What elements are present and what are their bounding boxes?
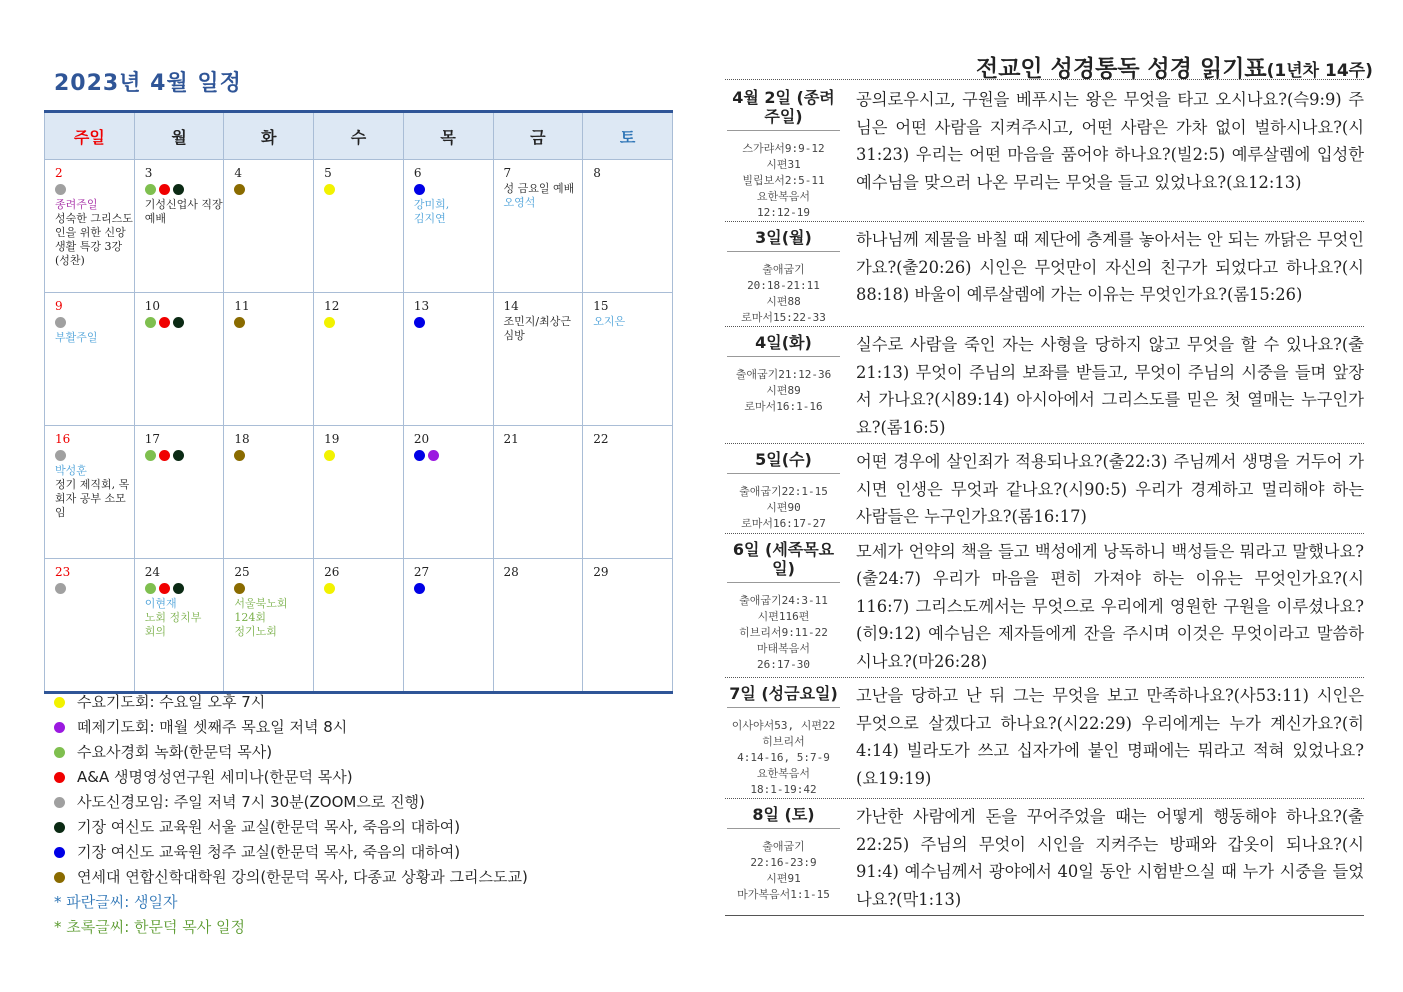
reading-day: 8일 (토) <box>727 805 840 829</box>
blue-event-dot <box>414 317 425 328</box>
calendar-day-cell <box>583 426 673 559</box>
day-note: 김지연 <box>413 212 446 225</box>
event-dots <box>55 315 134 331</box>
day-note: 성 금요일 예배 <box>503 182 575 195</box>
legend <box>54 690 528 940</box>
green-event-dot <box>145 583 156 594</box>
brown-event-dot <box>234 583 245 594</box>
event-dots <box>234 315 313 331</box>
gray-event-dot <box>55 450 66 461</box>
legend-text: 연세대 연합신학대학원 강의(한문덕 목사, 다종교 상황과 그리스도교) <box>77 868 528 886</box>
calendar-day-cell <box>45 293 135 426</box>
reading-row <box>725 327 1364 444</box>
reading-refs <box>725 718 842 798</box>
purple-event-dot <box>428 450 439 461</box>
black-event-dot <box>173 317 184 328</box>
blue-legend-dot <box>54 847 65 858</box>
legend-note-green: * 초록글씨: 한문덕 목사 일정 <box>54 918 246 936</box>
event-dots <box>324 315 403 331</box>
scripture-ref: 4:14-16, 5:7-9 <box>737 751 830 764</box>
day-number: 3 <box>144 166 153 180</box>
day-note: 오영석 <box>503 196 536 209</box>
day-note: 정기노회 <box>234 625 277 638</box>
day-number: 14 <box>503 299 519 313</box>
legend-item <box>54 840 528 865</box>
event-dots <box>145 448 224 464</box>
reading-day: 5일(수) <box>727 450 840 474</box>
day-number: 4 <box>234 166 243 180</box>
day-number: 6 <box>413 166 422 180</box>
reading-top-divider <box>725 79 1364 80</box>
reading-date-cell <box>725 222 842 326</box>
day-note: 노회 정치부 <box>144 611 202 624</box>
scripture-ref: 요한복음서 <box>756 190 811 203</box>
scripture-ref: 히브리서 <box>762 735 805 748</box>
day-note: 정기 제직회, 목회자 공부 소모임 <box>55 478 130 519</box>
reading-date-cell <box>725 327 842 443</box>
day-number: 19 <box>324 432 340 446</box>
calendar-day-cell <box>493 160 583 293</box>
reading-day: 7일 (성금요일) <box>727 684 840 708</box>
weekday-fri: 금 <box>493 112 583 160</box>
yellow-event-dot <box>324 450 335 461</box>
green-event-dot <box>145 450 156 461</box>
reading-row <box>725 799 1364 916</box>
scripture-ref: 로마서16:17-27 <box>741 517 826 530</box>
brown-event-dot <box>234 450 245 461</box>
green-event-dot <box>145 317 156 328</box>
black-event-dot <box>173 184 184 195</box>
day-number: 2 <box>55 166 63 180</box>
day-number: 12 <box>324 299 340 313</box>
reading-refs <box>725 484 842 532</box>
calendar-week <box>45 160 673 293</box>
scripture-ref: 시편91 <box>766 872 801 885</box>
weekday-sat: 토 <box>583 112 673 160</box>
legend-text: 떼제기도회: 매월 셋째주 목요일 저녁 8시 <box>77 718 348 736</box>
weekday-thu: 목 <box>403 112 493 160</box>
legend-item <box>54 790 528 815</box>
calendar-day-cell <box>134 426 224 559</box>
calendar-day-cell <box>224 293 314 426</box>
reading-refs <box>725 593 842 673</box>
weekday-tue: 화 <box>224 112 314 160</box>
reading-row <box>725 534 1364 679</box>
brown-legend-dot <box>54 872 65 883</box>
reading-date-cell <box>725 82 842 221</box>
legend-text: 수요기도회: 수요일 오후 7시 <box>77 693 266 711</box>
event-dots <box>145 182 224 198</box>
scripture-ref: 시편31 <box>766 158 801 171</box>
reading-date-cell <box>725 799 842 915</box>
event-dots <box>414 182 493 198</box>
day-number: 24 <box>144 565 160 579</box>
event-dots <box>234 448 313 464</box>
brown-event-dot <box>234 317 245 328</box>
reading-day: 4월 2일 (종려주일) <box>727 88 840 131</box>
reading-date-cell <box>725 678 842 798</box>
reading-title-text: 전교인 성경통독 성경 읽기표 <box>976 56 1267 82</box>
event-dots <box>55 581 134 597</box>
day-note: 회의 <box>144 625 166 638</box>
calendar-day-cell <box>583 293 673 426</box>
day-note: 이현재 <box>144 597 177 610</box>
calendar-week <box>45 293 673 426</box>
event-dots <box>145 315 224 331</box>
scripture-ref: 18:1-19:42 <box>750 783 817 796</box>
day-number: 9 <box>55 299 63 313</box>
calendar-day-cell <box>134 293 224 426</box>
event-dots <box>324 182 403 198</box>
calendar-day-cell <box>314 160 404 293</box>
gray-event-dot <box>55 583 66 594</box>
day-number: 5 <box>324 166 332 180</box>
weekday-sun: 주일 <box>45 112 135 160</box>
calendar-day-cell <box>583 160 673 293</box>
scripture-ref: 마가복음서1:1-15 <box>737 888 830 901</box>
legend-text: A&A 생명영성연구원 세미나(한문덕 목사) <box>77 768 353 786</box>
calendar-title: 2023년 4월 일정 <box>54 71 242 96</box>
calendar-day-cell <box>45 559 135 693</box>
reading-questions: 하나님께 제물을 바칠 때 제단에 층계를 놓아서는 안 되는 까닭은 무엇인가요?(출20:26) 시인은 무엇만이 자신의 친구가 되었다고 하나요?(시88:18) 바울이 예루살렘에 가는 이유는 무엇인가요?(롬15:26) <box>856 230 1364 304</box>
reading-refs <box>725 367 842 415</box>
calendar-day-cell <box>493 426 583 559</box>
black-legend-dot <box>54 822 65 833</box>
yellow-event-dot <box>324 184 335 195</box>
red-event-dot <box>159 317 170 328</box>
day-number: 15 <box>593 299 609 313</box>
scripture-ref: 마태복음서 <box>756 641 811 655</box>
calendar-day-cell <box>314 559 404 693</box>
day-number: 29 <box>593 565 609 579</box>
scripture-ref: 시편88 <box>766 295 801 308</box>
scripture-ref: 22:16-23:9 <box>750 856 817 869</box>
blue-event-dot <box>414 450 425 461</box>
calendar-day-cell <box>134 559 224 693</box>
calendar-day-cell <box>403 293 493 426</box>
scripture-ref: 빌립보서2:5-11 <box>742 174 825 187</box>
day-number: 25 <box>234 565 250 579</box>
day-number: 18 <box>234 432 250 446</box>
event-dots <box>234 182 313 198</box>
legend-item <box>54 765 528 790</box>
event-dots <box>324 448 403 464</box>
gray-event-dot <box>55 317 66 328</box>
calendar-day-cell <box>45 426 135 559</box>
calendar-day-cell <box>314 293 404 426</box>
day-number: 16 <box>55 432 71 446</box>
event-dots <box>145 581 224 597</box>
scripture-ref: 시편90 <box>766 501 801 514</box>
calendar-day-cell <box>403 160 493 293</box>
event-dots <box>55 448 134 464</box>
reading-questions: 실수로 사람을 죽인 자는 사형을 당하지 않고 무엇을 할 수 있나요?(출21:13) 무엇이 주님의 보좌를 받들고, 무엇이 주님의 시중을 들며 앞장서 가나요?(시89:14) 아시아에서 그리스도를 믿은 첫 열매는 누구인가요?(롬16:5) <box>856 335 1364 437</box>
day-number: 20 <box>413 432 430 446</box>
calendar-week <box>45 559 673 693</box>
green-event-dot <box>145 184 156 195</box>
calendar-day-cell <box>493 293 583 426</box>
reading-table <box>725 82 1364 916</box>
reading-date-cell <box>725 444 842 533</box>
weekday-mon: 월 <box>134 112 224 160</box>
reading-questions: 고난을 당하고 난 뒤 그는 무엇을 보고 만족하나요?(사53:11) 시인은 무엇으로 살겠다고 하나요?(시22:29) 우리에게는 누가 계신가요?(히4:14) 빌라도가 쓰고 십자가에 붙인 명패에는 뭐라고 적혀 있었나요?(요19:19) <box>856 686 1364 788</box>
day-note: 조민지/최상근 심방 <box>503 315 571 342</box>
red-event-dot <box>159 583 170 594</box>
reading-row <box>725 444 1364 534</box>
day-number: 17 <box>144 432 160 446</box>
blue-event-dot <box>414 583 425 594</box>
scripture-ref: 출애굽기24:3-11 <box>739 593 828 607</box>
day-number: 23 <box>55 565 71 579</box>
legend-note-blue: * 파란글씨: 생일자 <box>54 893 178 911</box>
calendar-day-cell <box>224 559 314 693</box>
reading-day: 6일 (세족목요일) <box>727 540 840 583</box>
day-number: 28 <box>503 565 519 579</box>
legend-item <box>54 815 528 840</box>
event-dots <box>414 315 493 331</box>
green-legend-dot <box>54 747 65 758</box>
legend-text: 사도신경모임: 주일 저녁 7시 30분(ZOOM으로 진행) <box>77 793 425 811</box>
scripture-ref: 스가랴서9:9-12 <box>742 142 825 155</box>
yellow-legend-dot <box>54 697 65 708</box>
day-note: 오지은 <box>593 315 626 328</box>
legend-text: 기장 여신도 교육원 서울 교실(한문덕 목사, 죽음의 대하여) <box>77 818 461 836</box>
scripture-ref: 26:17-30 <box>757 657 810 671</box>
legend-item <box>54 690 528 715</box>
calendar-day-cell <box>403 426 493 559</box>
yellow-event-dot <box>324 583 335 594</box>
day-number: 10 <box>144 299 160 313</box>
reading-date-cell <box>725 534 842 678</box>
calendar-day-cell <box>224 160 314 293</box>
scripture-ref: 출애굽기22:1-15 <box>739 485 828 498</box>
gray-legend-dot <box>54 797 65 808</box>
calendar-day-cell <box>314 426 404 559</box>
day-number: 11 <box>234 299 250 313</box>
event-dots <box>414 581 493 597</box>
day-note: 강미희, <box>413 198 450 211</box>
yellow-event-dot <box>324 317 335 328</box>
brown-event-dot <box>234 184 245 195</box>
weekday-wed: 수 <box>314 112 404 160</box>
calendar-day-cell <box>224 426 314 559</box>
reading-row <box>725 222 1364 327</box>
blue-event-dot <box>414 184 425 195</box>
calendar-day-cell <box>493 559 583 693</box>
day-number: 21 <box>503 432 519 446</box>
scripture-ref: 시편89 <box>766 384 801 397</box>
scripture-ref: 시편116편 <box>757 609 810 623</box>
reading-refs <box>725 839 842 903</box>
reading-row <box>725 678 1364 799</box>
legend-text: 기장 여신도 교육원 청주 교실(한문덕 목사, 죽음의 대하여) <box>77 843 461 861</box>
calendar-week <box>45 426 673 559</box>
reading-questions: 가난한 사람에게 돈을 꾸어주었을 때는 어떻게 행동해야 하나요?(출22:25) 주님의 무엇이 시인을 지켜주는 방패와 갑옷이 되나요?(시91:4) 예수님께서 광야에서 40일 동안 시험받으실 때 누가 시중을 들었나요?(막1:13) <box>856 807 1364 909</box>
scripture-ref: 이사야서53, 시편22 <box>731 719 836 732</box>
day-number: 7 <box>503 166 512 180</box>
day-number: 13 <box>413 299 430 313</box>
reading-questions: 공의로우시고, 구원을 베푸시는 왕은 무엇을 타고 오시나요?(슥9:9) 주님은 어떤 사람을 지켜주시고, 어떤 사람은 가차 없이 벌하시나요?(시31:23) 우리는 어떤 마음을 품어야 하나요?(빌2:5) 예루살렘에 입성한 예수님을 맞으러 나온 무리는 무엇을 들고 있었나요?(요12:13) <box>856 90 1364 192</box>
day-number: 8 <box>593 166 601 180</box>
day-note: 성숙한 그리스도인을 위한 신앙생활 특강 3강(성찬) <box>55 212 133 267</box>
reading-refs <box>725 262 842 326</box>
legend-item <box>54 740 528 765</box>
weekday-header <box>45 112 673 160</box>
calendar-day-cell <box>134 160 224 293</box>
scripture-ref: 히브리서9:11-22 <box>739 625 828 639</box>
reading-day: 3일(월) <box>727 228 840 252</box>
event-dots <box>324 581 403 597</box>
day-note: 종려주일 <box>55 198 98 211</box>
day-note: 124회 <box>234 611 267 624</box>
scripture-ref: 요한복음서 <box>756 767 811 780</box>
event-dots <box>234 581 313 597</box>
scripture-ref: 출애굽기21:12-36 <box>735 368 832 381</box>
calendar-day-cell <box>403 559 493 693</box>
day-number: 26 <box>324 565 340 579</box>
reading-subtitle: (1년차 14주) <box>1266 61 1373 81</box>
scripture-ref: 12:12-19 <box>757 206 810 219</box>
red-event-dot <box>159 450 170 461</box>
purple-legend-dot <box>54 722 65 733</box>
legend-item <box>54 865 528 890</box>
red-legend-dot <box>54 772 65 783</box>
scripture-ref: 20:18-21:11 <box>747 279 820 292</box>
legend-text: 수요사경회 녹화(한문덕 목사) <box>77 743 273 761</box>
reading-row <box>725 82 1364 222</box>
event-dots <box>414 448 493 464</box>
gray-event-dot <box>55 184 66 195</box>
day-note: 서울북노회 <box>234 597 288 610</box>
day-number: 27 <box>413 565 430 579</box>
black-event-dot <box>173 450 184 461</box>
reading-refs <box>725 141 842 221</box>
reading-questions: 어떤 경우에 살인죄가 적용되나요?(출22:3) 주님께서 생명을 거두어 가시면 인생은 무엇과 같나요?(시90:5) 우리가 경계하고 멀리해야 하는 사람들은 누구인가요?(롬16:17) <box>856 452 1364 526</box>
event-dots <box>55 182 134 198</box>
reading-day: 4일(화) <box>727 333 840 357</box>
legend-item <box>54 715 528 740</box>
red-event-dot <box>159 184 170 195</box>
scripture-ref: 로마서16:1-16 <box>744 400 823 413</box>
scripture-ref: 출애굽기 <box>762 263 805 276</box>
reading-questions: 모세가 언약의 책을 들고 백성에게 낭독하니 백성들은 뭐라고 말했나요?(출24:7) 우리가 마음을 편히 가져야 하는 이유는 무엇인가요?(시116:7) 그리스도께서는 무엇으로 우리에게 영원한 구원을 이루셨나요?(히9:12) 예수님은 제자들에게 잔을 주시며 이것은 무엇이라고 말씀하시나요?(마26:28) <box>856 541 1364 671</box>
scripture-ref: 출애굽기 <box>762 840 805 853</box>
day-number: 22 <box>593 432 609 446</box>
calendar-table <box>44 110 673 694</box>
calendar-day-cell <box>45 160 135 293</box>
black-event-dot <box>173 583 184 594</box>
day-note: 기성신업사 직장예배 <box>144 198 223 225</box>
day-note: 박성훈 <box>55 464 87 477</box>
scripture-ref: 로마서15:22-33 <box>741 311 826 324</box>
calendar-day-cell <box>583 559 673 693</box>
day-note: 부활주일 <box>55 331 98 344</box>
